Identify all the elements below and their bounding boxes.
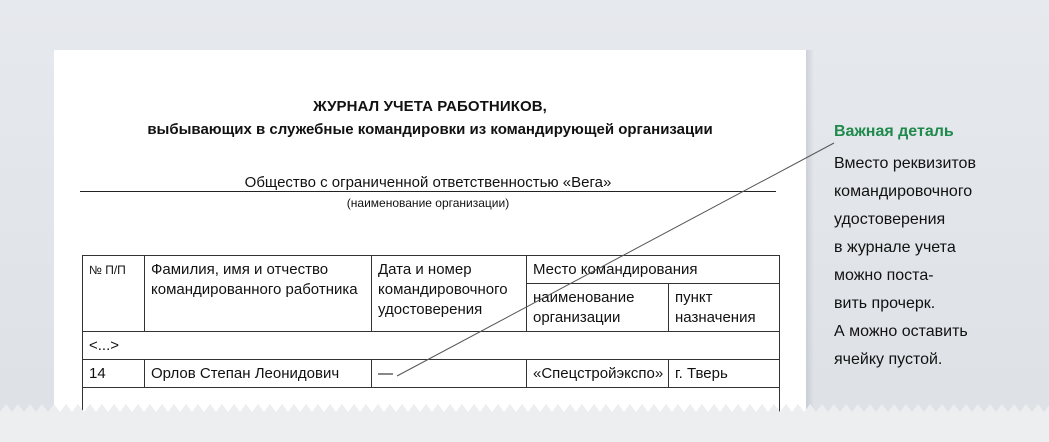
note-title: Важная деталь — [834, 123, 954, 140]
row-number: 14 — [83, 360, 145, 388]
header-place: пункт назначения — [669, 284, 780, 332]
note-line: ячейку пустой. — [834, 351, 943, 368]
header-number: № П/П — [83, 256, 145, 332]
row-place: г. Тверь — [669, 360, 780, 388]
note-line: А можно оставить — [834, 323, 968, 340]
journal-subtitle: выбывающих в служебные командировки из командирующей организации — [147, 121, 713, 138]
ellipsis-cell: <...> — [83, 332, 780, 360]
row-name: Орлов Степан Леонидович — [145, 360, 372, 388]
note-line: в журнале учета — [834, 239, 956, 256]
journal-title: ЖУРНАЛ УЧЕТА РАБОТНИКОВ, — [313, 98, 547, 115]
header-destination: Место командирования — [527, 256, 780, 284]
note-line: Вместо реквизитов — [834, 155, 976, 172]
header-org-name: наименование организации — [527, 284, 669, 332]
header-name: Фамилия, имя и отчество командированного работника — [145, 256, 372, 332]
row-certificate: — — [372, 360, 527, 388]
note-line: вить прочерк. — [834, 295, 936, 312]
note-line: удостоверения — [834, 211, 946, 228]
header-certificate: Дата и номер командировочного удостоверения — [372, 256, 527, 332]
note-body — [834, 150, 1034, 374]
note-line: можно поста- — [834, 267, 934, 284]
row-org-name: «Спецстройэкспо» — [527, 360, 669, 388]
organization-caption: (наименование организации) — [346, 196, 510, 210]
organization-name: Общество с ограниченной ответственностью «Вега» — [244, 174, 612, 191]
note-line: командировочного — [834, 183, 973, 200]
